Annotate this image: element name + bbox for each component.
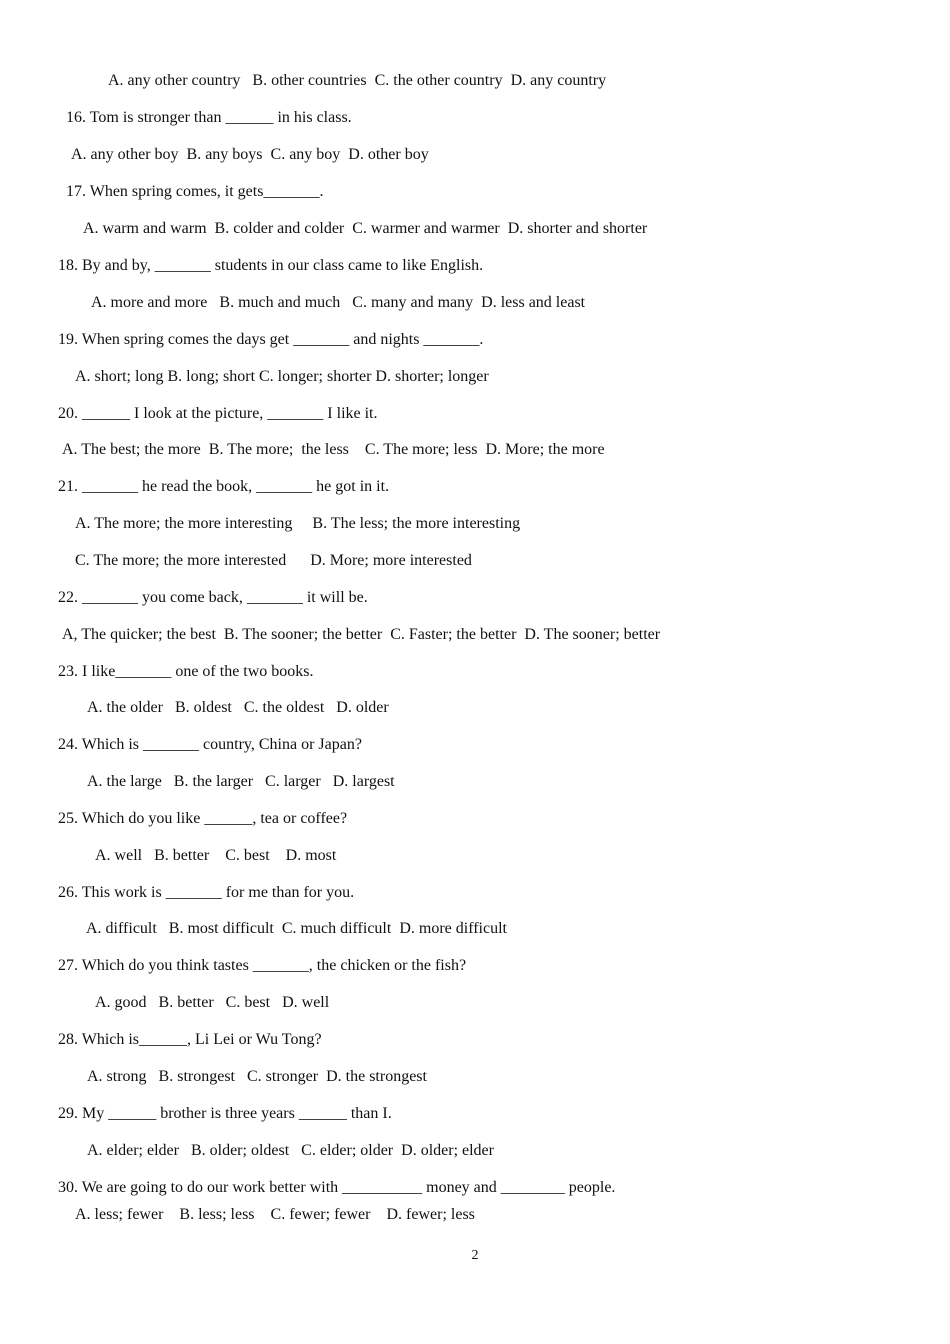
q18-options: A. more and more B. much and much C. many and many D. less and least: [91, 294, 586, 311]
q22-question: 22. _______ you come back, _______ it will be.: [58, 589, 368, 606]
q20-options: A. The best; the more B. The more; the less C. The more; less D. More; the more: [62, 441, 605, 458]
q16-question: 16. Tom is stronger than ______ in his class.: [66, 109, 352, 126]
q27-question: 27. Which do you think tastes _______, the chicken or the fish?: [58, 957, 467, 974]
q17-question: 17. When spring comes, it gets_______.: [66, 183, 324, 200]
q26-question: 26. This work is _______ for me than for you.: [58, 884, 355, 901]
q26-options: A. difficult B. most difficult C. much difficult D. more difficult: [86, 920, 507, 937]
q18-question: 18. By and by, _______ students in our class came to like English.: [58, 257, 484, 274]
q19-question: 19. When spring comes the days get _______ and nights _______.: [58, 331, 484, 348]
q23-options: A. the older B. oldest C. the oldest D. older: [87, 699, 389, 716]
q21-options-ab: A. The more; the more interesting B. The less; the more interesting: [75, 515, 521, 532]
q15-options: A. any other country B. other countries C. the other country D. any country: [108, 72, 607, 89]
q23-question: 23. I like_______ one of the two books.: [58, 663, 314, 680]
q24-question: 24. Which is _______ country, China or Japan?: [58, 736, 362, 753]
q28-question: 28. Which is______, Li Lei or Wu Tong?: [58, 1031, 322, 1048]
q20-question: 20. ______ I look at the picture, _______ I like it.: [58, 405, 378, 422]
q17-options: A. warm and warm B. colder and colder C. warmer and warmer D. shorter and shorter: [83, 220, 648, 237]
q21-options-cd: C. The more; the more interested D. More; more interested: [75, 552, 472, 569]
q30-options: A. less; fewer B. less; less C. fewer; fewer D. fewer; less: [75, 1206, 475, 1223]
q30-question: 30. We are going to do our work better with __________ money and ________ people.: [58, 1179, 616, 1196]
q19-options: A. short; long B. long; short C. longer; shorter D. shorter; longer: [75, 368, 489, 385]
q24-options: A. the large B. the larger C. larger D. largest: [87, 773, 395, 790]
q16-options: A. any other boy B. any boys C. any boy D. other boy: [71, 146, 429, 163]
q27-options: A. good B. better C. best D. well: [95, 994, 330, 1011]
page-number: 2: [471, 1248, 479, 1263]
q29-question: 29. My ______ brother is three years ______ than I.: [58, 1105, 392, 1122]
q28-options: A. strong B. strongest C. stronger D. the strongest: [87, 1068, 427, 1085]
q29-options: A. elder; elder B. older; oldest C. elder; older D. older; elder: [87, 1142, 494, 1159]
q21-question: 21. _______ he read the book, _______ he got in it.: [58, 478, 390, 495]
q25-question: 25. Which do you like ______, tea or coffee?: [58, 810, 348, 827]
q25-options: A. well B. better C. best D. most: [95, 847, 337, 864]
q22-options: A, The quicker; the best B. The sooner; the better C. Faster; the better D. The sooner; better: [62, 626, 661, 643]
